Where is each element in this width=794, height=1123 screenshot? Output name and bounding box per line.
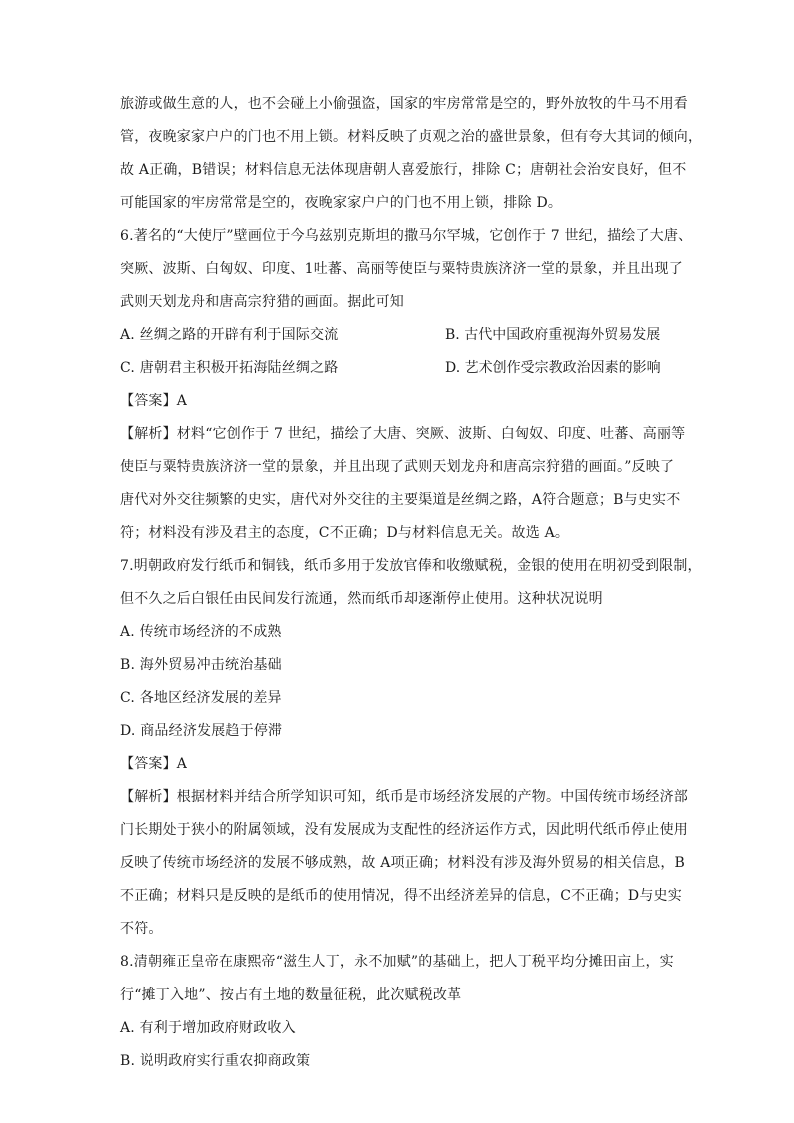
text-line: 故 A正确，B错误；材料信息无法体现唐朝人喜爱旅行，排除 C；唐朝社会治安良好，但不 <box>120 162 687 178</box>
option-a: A. 丝绸之路的开辟有利于国际交流 <box>120 327 339 343</box>
text-line: 唐代对外交往频繁的史实，唐代对外交往的主要渠道是丝绸之路，A符合题意；B与史实不 <box>120 492 681 508</box>
text-line: 不正确；材料只是反映的是纸币的使用情况，得不出经济差异的信息，C不正确；D与史实 <box>120 888 682 904</box>
option-a: A. 传统市场经济的不成熟 <box>120 624 282 640</box>
text-line: 不符。 <box>120 921 163 937</box>
text-line: 但不久之后白银任由民间发行流通，然而纸币却逐渐停止使用。这种状况说明 <box>120 591 603 607</box>
option-d: D. 艺术创作受宗教政治因素的影响 <box>445 360 661 376</box>
option-b: B. 说明政府实行重农抑商政策 <box>120 1053 311 1069</box>
option-c: C. 唐朝君主积极开拓海陆丝绸之路 <box>120 360 339 376</box>
question-8: 8.清朝雍正皇帝在康熙帝“滋生人丁，永不加赋”的基础上，把人丁税平均分摊田亩上，实 <box>120 954 674 970</box>
text-line: 门长期处于狭小的附属领域，没有发展成为支配性的经济运作方式，因此明代纸币停止使用 <box>120 822 688 838</box>
text-line: 管，夜晚家家户户的门也不用上锁。材料反映了贞观之治的盛世景象，但有夸大其词的倾向， <box>120 129 703 145</box>
explanation: 【解析】材料“它创作于 7 世纪，描绘了大唐、突厥、波斯、白匈奴、印度、吐蕃、高丽等 <box>120 426 686 442</box>
option-a: A. 有利于增加政府财政收入 <box>120 1020 296 1036</box>
question-6: 6.著名的“大使厅”壁画位于今乌兹别克斯坦的撒马尔罕城，它创作于 7 世纪，描绘了大唐、 <box>120 228 693 244</box>
option-c: C. 各地区经济发展的差异 <box>120 690 282 706</box>
text-line: 符；材料没有涉及君主的态度，C不正确；D与材料信息无关。故选 A。 <box>120 525 570 541</box>
explanation: 【解析】根据材料并结合所学知识可知，纸币是市场经济发展的产物。中国传统市场经济部 <box>120 789 688 805</box>
text-line: 武则天划龙舟和唐高宗狩猎的画面。据此可知 <box>120 294 404 310</box>
question-7: 7.明朝政府发行纸币和铜钱，纸币多用于发放官俸和收缴赋税，金银的使用在明初受到限制， <box>120 558 702 574</box>
text-line: 旅游或做生意的人，也不会碰上小偷强盗，国家的牢房常常是空的，野外放牧的牛马不用看 <box>120 96 688 112</box>
option-b: B. 古代中国政府重视海外贸易发展 <box>445 327 661 343</box>
text-line: 突厥、波斯、白匈奴、印度、1吐蕃、高丽等使臣与粟特贵族济济一堂的景象，并且出现了 <box>120 261 683 277</box>
option-d: D. 商品经济发展趋于停滞 <box>120 723 283 739</box>
text-line: 反映了传统市场经济的发展不够成熟，故 A项正确；材料没有涉及海外贸易的相关信息，B <box>120 855 686 871</box>
text-line: 可能国家的牢房常常是空的，夜晚家家户户的门也不用上锁，排除 D。 <box>120 195 563 211</box>
text-line: 使臣与粟特贵族济济一堂的景象，并且出现了武则天划龙舟和唐高宗狩猎的画面。”反映了 <box>120 459 675 475</box>
text-line: 行“摊丁入地”、按占有土地的数量征税，此次赋税改革 <box>120 987 462 1003</box>
answer-label: 【答案】A <box>120 393 188 409</box>
answer-label: 【答案】A <box>120 756 188 772</box>
option-b: B. 海外贸易冲击统治基础 <box>120 657 282 673</box>
